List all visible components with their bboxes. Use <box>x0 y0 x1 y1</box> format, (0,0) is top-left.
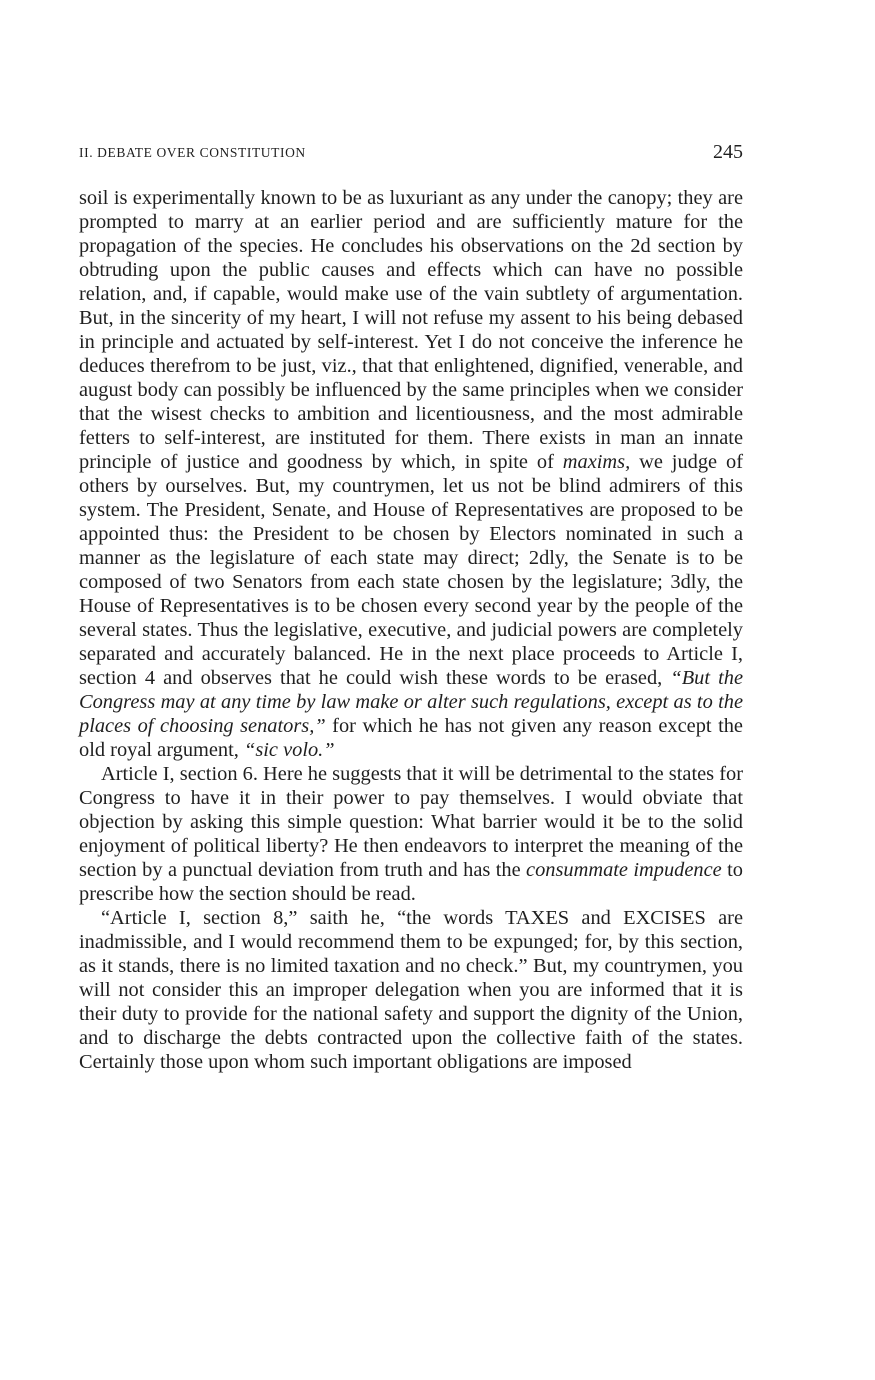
text-segment: we judge of others by ourselves. But, my countrymen, let us not be blind admirers of this system. The President, Senate, and House of Representatives are proposed to be appointed thus: the President to be chosen by Electors nominated in such a manner as the legislature of each state may direct; 2dly, the Senate is to be composed of two Senators from each state chosen by the legislature; 3dly, the House of Representatives is to be chosen every second year by the people of the several states. Thus the legislative, executive, and judicial powers are completely separated and accurately balanced. He in the next place proceeds to Article I, section 4 and observes that he could wish these words to be erased, <box>79 451 743 689</box>
text-segment: for which he has not given any reason except the old royal argument, <box>79 715 743 761</box>
body-text <box>79 186 743 1074</box>
text-segment: “Article I, section 8,” saith he, “the words TAXES and EXCISES are inadmissible, and I would recommend them to be expunged; for, by this section, as it stands, there is no limited taxation and no check.” But, my countrymen, you will not consider this an improper delegation when you are informed that it is their duty to provide for the national safety and support the dignity of the Union, and to discharge the debts contracted upon the collective faith of the states. Certainly those upon whom such important obligations are imposed <box>79 907 743 1073</box>
paragraph-1 <box>79 186 743 762</box>
paragraph-3 <box>79 906 743 1074</box>
paragraph-2 <box>79 762 743 906</box>
text-segment: to prescribe how the section should be read. <box>79 859 743 905</box>
page-number: 245 <box>713 141 743 163</box>
italic-segment: maxims, <box>562 451 631 473</box>
italic-segment: consummate impudence <box>526 859 722 881</box>
italic-segment: “sic volo.” <box>243 739 335 761</box>
page-header <box>79 141 743 165</box>
text-segment: Article I, section 6. Here he suggests that it will be detrimental to the states for Congress to have it in their power to pay themselves. I would obviate that objection by asking this simple question: What barrier would it be to the solid enjoyment of political liberty? He then endeavors to interpret the meaning of the section by a punctual deviation from truth and has the <box>79 763 743 881</box>
italic-segment: “But the Congress may at any time by law make or alter such regulations, except as to the places of choosing senators,” <box>79 667 743 737</box>
text-segment: soil is experimentally known to be as luxuriant as any under the canopy; they are prompted to marry at an earlier period and are sufficiently mature for the propagation of the species. He concludes his observations on the 2d section by obtruding upon the public causes and effects which can have no possible relation, and, if capable, would make use of the vain subtlety of argumentation. But, in the sincerity of my heart, I will not refuse my assent to his being debased in principle and actuated by self-interest. Yet I do not conceive the inference he deduces therefrom to be just, viz., that that enlightened, dignified, venerable, and august body can possibly be influenced by the same principles when we consider that the wisest checks to ambition and licentiousness, and the most admirable fetters to self-interest, are instituted for them. There exists in man an innate principle of justice and goodness by which, in spite of <box>79 187 743 473</box>
running-head: II. DEBATE OVER CONSTITUTION <box>79 145 306 160</box>
